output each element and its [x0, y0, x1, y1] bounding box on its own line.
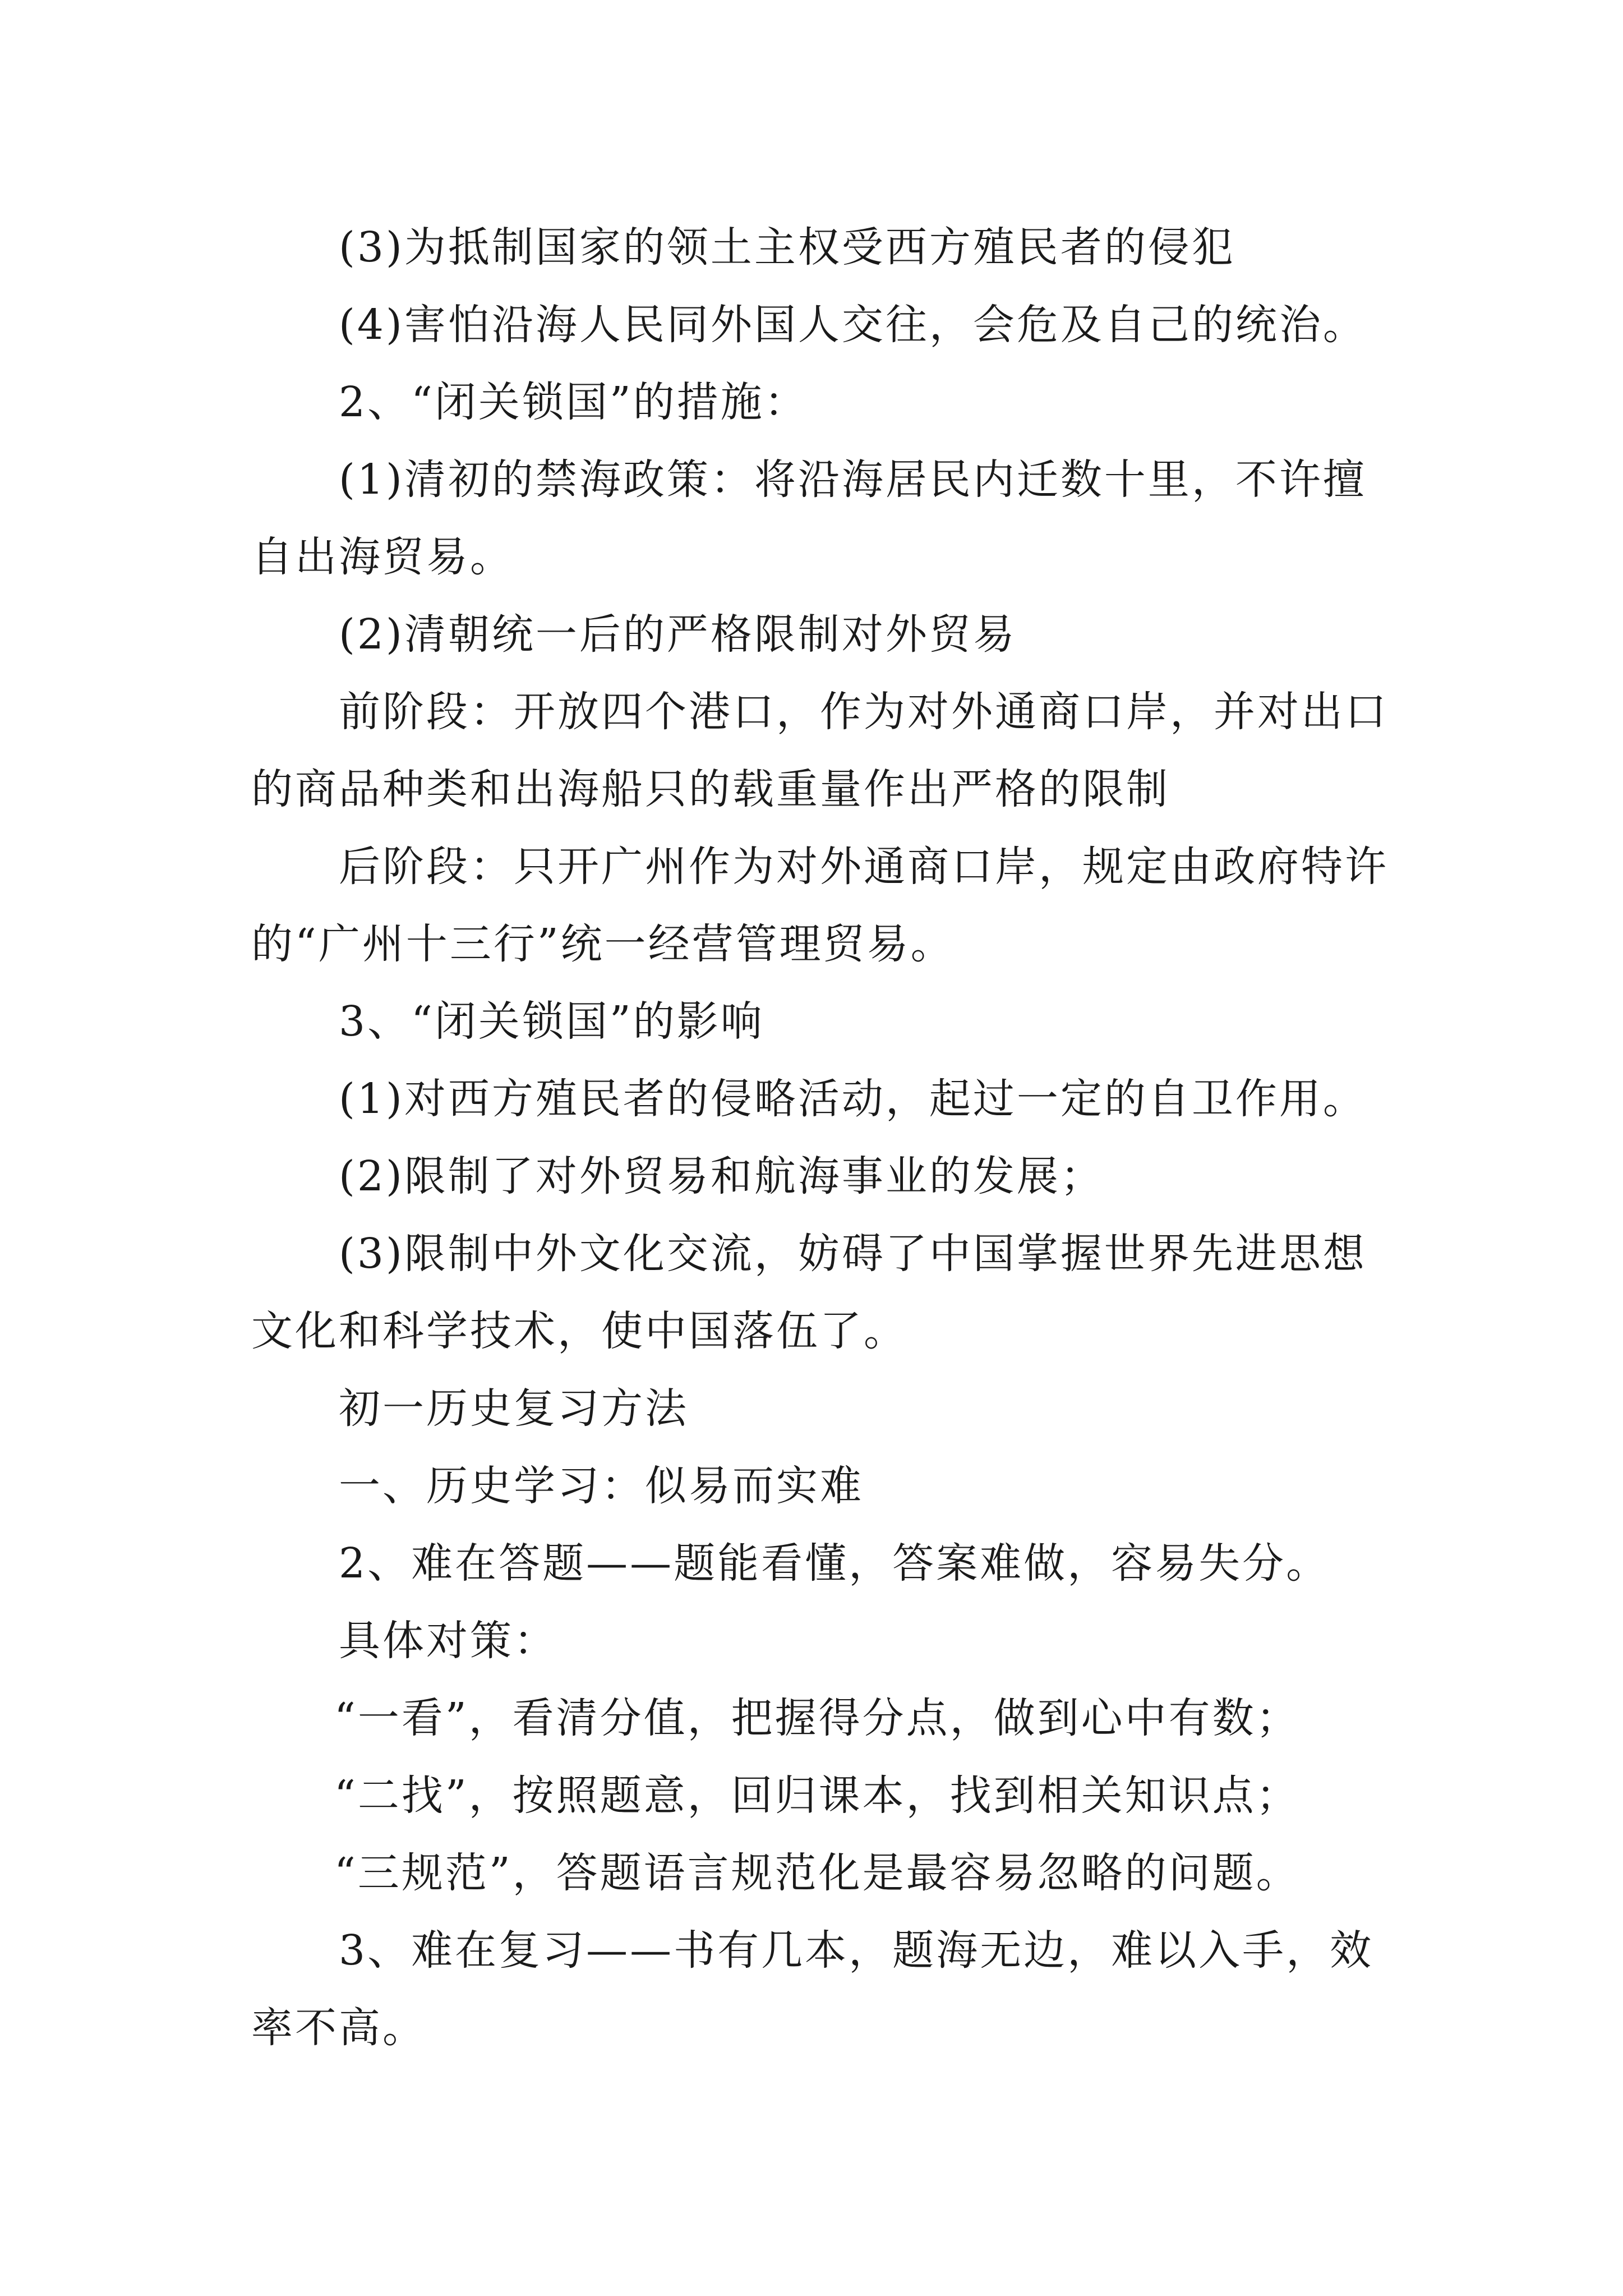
paragraph: (2)限制了对外贸易和航海事业的发展；	[339, 1152, 1104, 1200]
paragraph: “三规范”，答题语言规范化是最容易忽略的问题。	[334, 1849, 1300, 1897]
paragraph: (3)为抵制国家的领土主权受西方殖民者的侵犯	[339, 223, 1235, 272]
section-heading: 2、“闭关锁国”的措施：	[339, 378, 808, 426]
paragraph: (1)对西方殖民者的侵略活动，起过一定的自卫作用。	[339, 1075, 1367, 1123]
paragraph: (4)害怕沿海人民同外国人交往，会危及自己的统治。	[339, 301, 1367, 349]
section-heading: 3、“闭关锁国”的影响	[339, 997, 764, 1046]
paragraph: 3、难在复习——书有几本，题海无边，难以入手，效率不高。	[251, 1926, 1374, 2052]
section-heading: 初一历史复习方法	[339, 1384, 689, 1433]
paragraph: (3)限制中外文化交流，妨碍了中国掌握世界先进思想文化和科学技术，使中国落伍了。	[251, 1230, 1367, 1355]
section-heading: 一、历史学习：似易而实难	[339, 1462, 864, 1510]
document-body	[251, 209, 1390, 2067]
paragraph: (2)清朝统一后的严格限制对外贸易	[339, 610, 1017, 659]
paragraph: 具体对策：	[339, 1617, 557, 1665]
paragraph: 前阶段：开放四个港口，作为对外通商口岸，并对出口的商品种类和出海船只的载重量作出严格的限制	[251, 688, 1389, 813]
paragraph: 2、难在答题——题能看懂，答案难做，容易失分。	[339, 1539, 1330, 1588]
paragraph: 后阶段：只开广州作为对外通商口岸，规定由政府特许的“广州十三行”统一经营管理贸易。	[251, 843, 1389, 968]
paragraph: (1)清初的禁海政策：将沿海居民内迁数十里，不许擅自出海贸易。	[251, 455, 1367, 581]
paragraph: “二找”，按照题意，回归课本，找到相关知识点；	[334, 1772, 1300, 1820]
paragraph: “一看”，看清分值，把握得分点，做到心中有数；	[334, 1694, 1300, 1742]
